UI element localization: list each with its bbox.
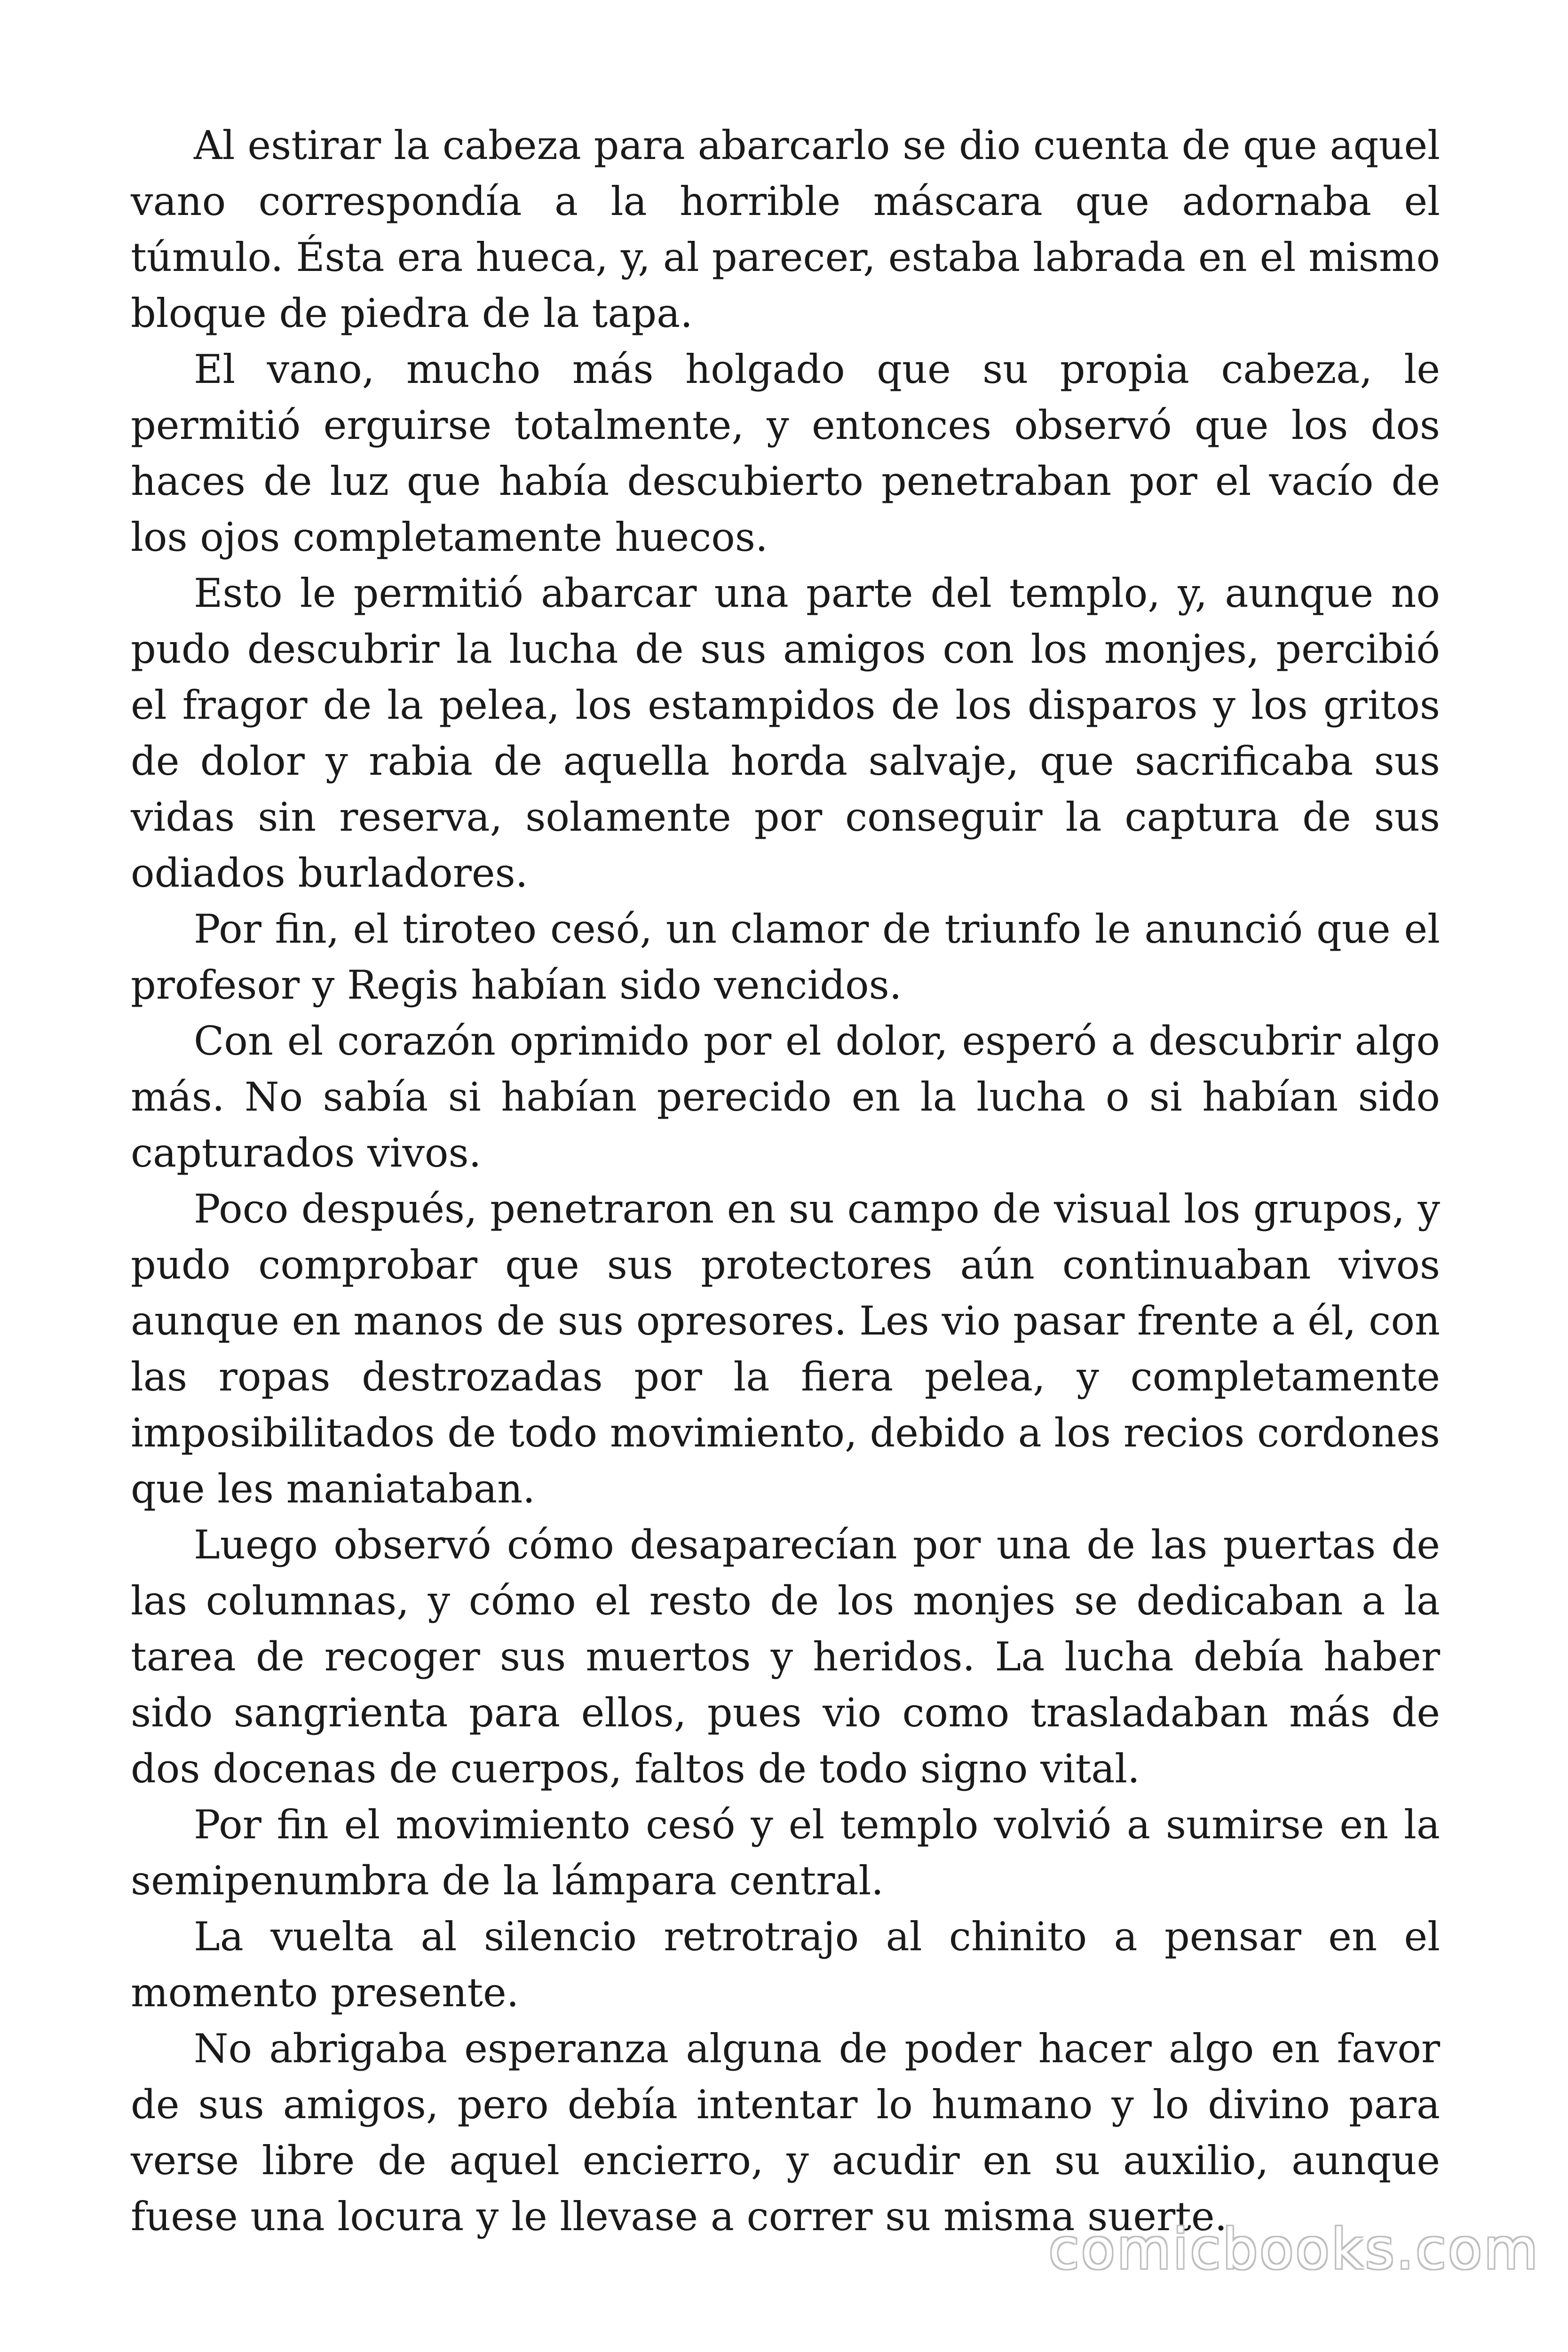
paragraph: La vuelta al silencio retrotrajo al chinito a pensar en el momento presente. — [131, 1914, 1440, 2016]
paragraph: Luego observó cómo desaparecían por una de las puertas de las columnas, y cómo el resto de los monjes se dedicaban a la tarea de recoger sus muertos y heridos. La lucha debía haber sido sangrienta para ellos, pues vio como trasladaban más de dos docenas de cuerpos, faltos de todo signo vital. — [131, 1522, 1440, 1792]
paragraph: El vano, mucho más holgado que su propia cabeza, le permitió erguirse totalmente, y entonces observó que los dos haces de luz que había descubierto penetraban por el vacío de los ojos completamente huecos. — [131, 346, 1440, 560]
paragraph: Por fin, el tiroteo cesó, un clamor de triunfo le anunció que el profesor y Regis habían sido vencidos. — [131, 906, 1440, 1008]
paragraph: Al estirar la cabeza para abarcarlo se dio cuenta de que aquel vano correspondía a la horrible máscara que adornaba el túmulo. Ésta era hueca, y, al parecer, estaba labrada en el mismo bloque de piedra de la tapa. — [131, 122, 1440, 336]
paragraph: No abrigaba esperanza alguna de poder hacer algo en favor de sus amigos, pero debía intentar lo humano y lo divino para verse libre de aquel encierro, y acudir en su auxilio, aunque fuese una locura y le llevase a correr su misma suerte. — [131, 2026, 1440, 2240]
paragraph: Con el corazón oprimido por el dolor, esperó a descubrir algo más. No sabía si habían perecido en la lucha o si habían sido capturados vivos. — [131, 1018, 1440, 1176]
watermark: comicbooks.com — [1048, 2217, 1540, 2281]
book-page-text — [131, 118, 1440, 2245]
paragraph: Esto le permitió abarcar una parte del templo, y, aunque no pudo descubrir la lucha de sus amigos con los monjes, percibió el fragor de la pelea, los estampidos de los disparos y los gritos de dolor y rabia de aquella horda salvaje, que sacrificaba sus vidas sin reserva, solamente por conseguir la captura de sus odiados burladores. — [131, 570, 1440, 896]
paragraph: Poco después, penetraron en su campo de visual los grupos, y pudo comprobar que sus protectores aún continuaban vivos aunque en manos de sus opresores. Les vio pasar frente a él, con las ropas destrozadas por la fiera pelea, y completamente imposibilitados de todo movimiento, debido a los recios cordones que les maniataban. — [131, 1186, 1440, 1512]
paragraph: Por fin el movimiento cesó y el templo volvió a sumirse en la semipenumbra de la lámpara central. — [131, 1802, 1440, 1904]
